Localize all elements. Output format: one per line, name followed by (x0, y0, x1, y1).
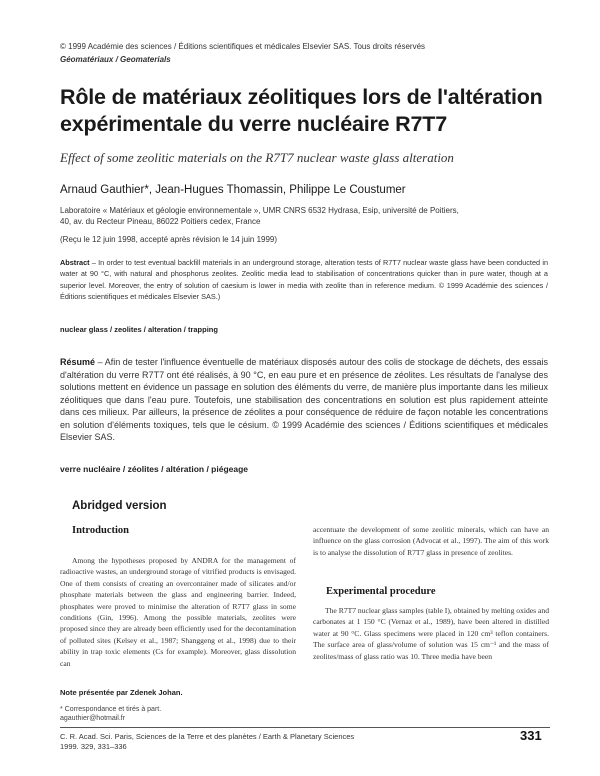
resume-text: – Afin de tester l'influence éventuelle de matériaux disposés autour des colis de stockage de déchets, des essais d'altération du verre R7T7 ont été réalisés, à 90 °C, en eau pure et en présence de zéolites. Les résultats de l'analyse des solutions mettent en évidence un passage en solution des éléments du verre, de manière plus importante dans les milieux zéolitiques que dans l'eau pure. Toutefois, une stabilisation des concentrations en solution est plus rapidement atteinte dans ces milieux. Par ailleurs, la présence de zéolites a pour conséquence de réduire de façon notable les concentrations en solution d'éléments toxiques, tels que le césium. © 1999 Académie des sciences / Éditions scientifiques et médicales Elsevier SAS. (60, 357, 548, 442)
abridged-version-heading: Abridged version (72, 500, 167, 512)
footer-divider (60, 727, 550, 728)
introduction-text: Among the hypotheses proposed by ANDRA for the management of radioactive wastes, an underground storage of vitrified products is envisaged. One of them consists of creating an overcontainer made of silicates and/or phosphate materials between the glass and engineering barrier. Indeed, phosphates were proved to minimise the alteration of R7T7 glass in some conditions (Gin, 1996). Among the possible materials, zeolites were proposed since they are already been efficiently used for the decontamination of polluted sites (Kelsey et al., 1987; Shanggeng et al., 1998) due to their ability in trap toxic elements (Cs for example). Moreover, glass dissolution can (60, 556, 296, 668)
section-tag: Géomatériaux / Geomaterials (60, 55, 171, 64)
correspondence (60, 705, 161, 723)
article-title (60, 84, 550, 138)
resume-label: Résumé (60, 357, 96, 367)
resume (60, 356, 548, 444)
keywords-french: verre nucléaire / zéolites / altération / piégeage (60, 464, 249, 474)
affiliation-line-1: Laboratoire « Matériaux et géologie environnementale », UMR CNRS 6532 Hydrasa, Esip, université de Poitiers, (60, 206, 459, 215)
title-line-1: Rôle de matériaux zéolitiques lors de l'altération (60, 85, 543, 109)
received-dates: (Reçu le 12 juin 1998, accepté après révision le 14 juin 1999) (60, 235, 278, 244)
abstract (60, 257, 548, 303)
journal-line-2: 1999. 329, 331–336 (60, 742, 127, 751)
keywords-english: nuclear glass / zeolites / alteration / trapping (60, 325, 218, 334)
journal-reference (60, 732, 500, 752)
title-line-2: expérimentale du verre nucléaire R7T7 (60, 112, 447, 136)
journal-line-1: C. R. Acad. Sci. Paris, Sciences de la Terre et des planètes / Earth & Planetary Sciences (60, 732, 355, 741)
affiliation-line-2: 40, av. du Recteur Pineau, 86022 Poitiers cedex, France (60, 217, 261, 226)
presented-by-note: Note présentée par Zdenek Johan. (60, 688, 183, 697)
column2-continuation: accentuate the development of some zeolitic minerals, which can have an influence on the glass corrosion (Advocat et al., 1997). The aim of this work is to analyse the dissolution of R7T7 glass in presence of zeolites. (313, 525, 549, 557)
correspondence-email: agauthier@hotmail.fr (60, 715, 126, 722)
abstract-text: – In order to test eventual backfill materials in an underground storage, alteration tests of R7T7 nuclear waste glass have been conducted in water at 90 °C, with natural and phosphorus zeolites. Zeolitic media lead to stabilisation of concentrations quicker than in pure water, though at a superior level. Moreover, the entry of solution of caesium is lower in media with zeolite than in reference medium. © 1999 Académie des sciences / Éditions scientifiques et médicales Elsevier SAS.) (60, 258, 548, 302)
copyright-line: © 1999 Académie des sciences / Éditions scientifiques et médicales Elsevier SAS. Tous droits réservés (60, 42, 426, 51)
introduction-heading: Introduction (72, 525, 129, 536)
page-number: 331 (520, 728, 542, 743)
affiliation (60, 205, 548, 227)
correspondence-line: * Correspondance et tirés à part. (60, 706, 162, 713)
authors: Arnaud Gauthier*, Jean-Hugues Thomassin, Philippe Le Coustumer (60, 184, 406, 196)
english-title: Effect of some zeolitic materials on the R7T7 nuclear waste glass alteration (60, 150, 454, 165)
experimental-procedure-text: The R7T7 nuclear glass samples (table I), obtained by melting oxides and carbonates at 1 150 °C (Vernaz et al., 1989), have been altered in distilled water at 90 °C. Glass specimens were placed in 120 cm³ teflon containers. The surface area of glass/volume of solution was 15 cm⁻¹ and the mass of zeolites/mass of glass ratio was 10. Three media have been (313, 606, 549, 661)
experimental-procedure-heading: Experimental procedure (326, 586, 436, 597)
abstract-label: Abstract (60, 258, 90, 267)
